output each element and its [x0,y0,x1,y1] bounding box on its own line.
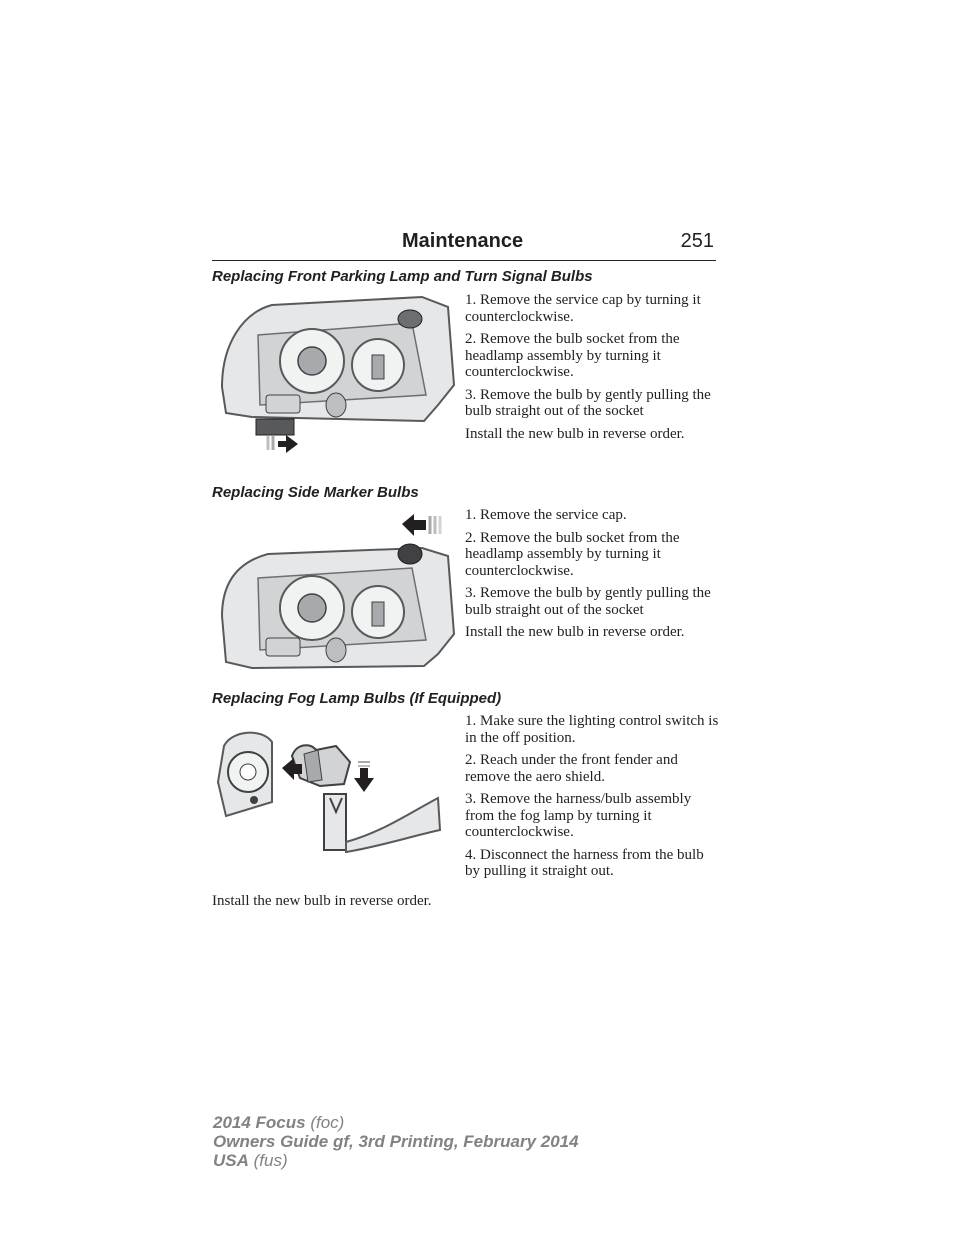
step-text: 4. Disconnect the harness from the bulb by pulling it straight out. [465,846,704,879]
step-text: 3. Remove the harness/bulb assembly from the fog lamp by turning it counterclockwise. [465,791,692,840]
section-heading-fog-lamp: Replacing Fog Lamp Bulbs (If Equipped) [212,690,502,707]
step-text: 1. Remove the service cap. [465,507,627,523]
step-text: 3. Remove the bulb by gently pulling the bulb straight out of the socket [465,585,711,618]
step-text: 2. Remove the bulb socket from the headlamp assembly by turning it counterclockwise. [465,331,680,380]
page-header [212,228,716,261]
step-text: 3. Remove the bulb by gently pulling the bulb straight out of the socket [465,386,711,419]
footer-region-code: (fus) [253,1151,288,1170]
step-text: 1. Make sure the lighting control switch is in the off position. [465,713,719,746]
page-number: 251 [680,230,714,252]
step-text: Install the new bulb in reverse order. [465,425,685,442]
page-footer [213,1113,579,1170]
side-marker-steps [465,507,720,647]
headlamp-parking-bulb-illustration [212,295,458,457]
step-text: Install the new bulb in reverse order. [465,624,685,640]
closing-instruction: Install the new bulb in reverse order. [212,893,432,909]
page-title: Maintenance [402,230,524,252]
section-heading-parking-turn: Replacing Front Parking Lamp and Turn Signal Bulbs [212,268,593,285]
step-text: 2. Reach under the front fender and remove the aero shield. [465,752,678,785]
section-heading-side-marker: Replacing Side Marker Bulbs [212,484,419,501]
footer-region: USA [213,1151,249,1170]
step-text: 2. Remove the bulb socket from the headlamp assembly by turning it counterclockwise. [465,529,680,579]
fog-lamp-steps [465,713,720,886]
footer-guide: Owners Guide gf, 3rd Printing, February 2014 [213,1132,579,1151]
headlamp-side-marker-illustration [212,508,458,672]
step-text: 1. Remove the service cap by turning it counterclockwise. [465,292,701,325]
fog-lamp-bulb-illustration [212,722,446,858]
footer-model-code: (foc) [310,1113,345,1132]
parking-turn-steps [465,292,720,448]
footer-model: 2014 Focus [213,1113,306,1132]
